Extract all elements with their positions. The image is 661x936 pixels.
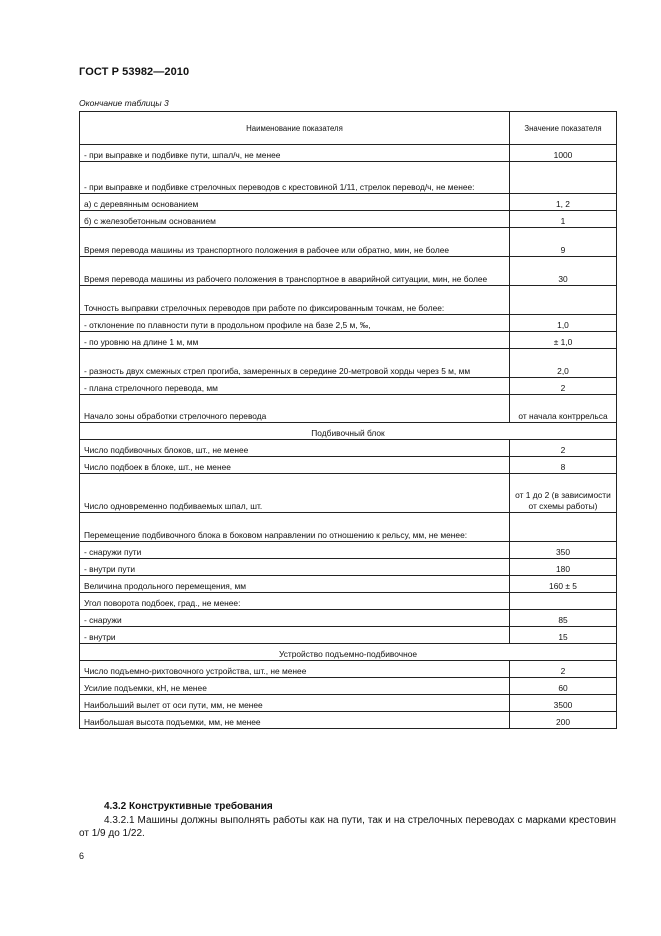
table-header-row xyxy=(80,112,617,145)
parameter-value: 60 xyxy=(510,678,617,695)
parameter-name: - плана стрелочного перевода, мм xyxy=(80,378,510,395)
parameter-value: 9 xyxy=(510,228,617,257)
parameter-name: Число подбоек в блоке, шт., не менее xyxy=(80,457,510,474)
section-title: Устройство подъемно-подбивочное xyxy=(80,644,617,661)
parameter-value: от начала контррельса xyxy=(510,395,617,423)
table-row xyxy=(80,661,617,678)
parameter-value: 1000 xyxy=(510,145,617,162)
parameter-value: 1,0 xyxy=(510,315,617,332)
table-row xyxy=(80,576,617,593)
parameter-name: - по уровню на длине 1 м, мм xyxy=(80,332,510,349)
parameter-name: - внутри пути xyxy=(80,559,510,576)
parameter-name: Время перевода машины из транспортного положения в рабочее или обратно, мин, не более xyxy=(80,228,510,257)
table-row xyxy=(80,627,617,644)
page-number: 6 xyxy=(79,851,85,861)
parameter-value: 2 xyxy=(510,661,617,678)
parameter-name: Число подбивочных блоков, шт., не менее xyxy=(80,440,510,457)
table-row xyxy=(80,162,617,194)
parameter-name: - снаружи пути xyxy=(80,542,510,559)
parameter-name: - внутри xyxy=(80,627,510,644)
table-section-row xyxy=(80,423,617,440)
parameter-value: 350 xyxy=(510,542,617,559)
parameter-value: 200 xyxy=(510,712,617,729)
table-row xyxy=(80,395,617,423)
table-row xyxy=(80,542,617,559)
table-row xyxy=(80,332,617,349)
parameter-name: а) с деревянным основанием xyxy=(80,194,510,211)
table-row xyxy=(80,211,617,228)
parameter-value: 30 xyxy=(510,257,617,286)
table-row xyxy=(80,145,617,162)
parameter-name: Точность выправки стрелочных переводов при работе по фиксированным точкам, не более: xyxy=(80,286,510,315)
parameter-value: 15 xyxy=(510,627,617,644)
table-row xyxy=(80,315,617,332)
parameter-name: Число одновременно подбиваемых шпал, шт. xyxy=(80,474,510,513)
parameter-name: Время перевода машины из рабочего положения в транспортное в аварийной ситуации, мин, не более xyxy=(80,257,510,286)
table-row xyxy=(80,257,617,286)
parameter-value: 1, 2 xyxy=(510,194,617,211)
parameter-value: 2,0 xyxy=(510,349,617,378)
parameter-value: 1 xyxy=(510,211,617,228)
table-row xyxy=(80,457,617,474)
section-heading: 4.3.2 Конструктивные требования xyxy=(104,801,273,812)
table-row xyxy=(80,228,617,257)
parameter-value: 2 xyxy=(510,440,617,457)
parameter-name: Наибольшая высота подъемки, мм, не менее xyxy=(80,712,510,729)
parameter-name: б) с железобетонным основанием xyxy=(80,211,510,228)
parameter-value: 2 xyxy=(510,378,617,395)
section-title: Подбивочный блок xyxy=(80,423,617,440)
table-row xyxy=(80,678,617,695)
parameter-name: - разность двух смежных стрел прогиба, замеренных в середине 20-метровой хорды через 5 м, мм xyxy=(80,349,510,378)
parameter-name: - снаружи xyxy=(80,610,510,627)
parameter-name: Величина продольного перемещения, мм xyxy=(80,576,510,593)
table-caption: Окончание таблицы 3 xyxy=(79,98,169,108)
table-row xyxy=(80,349,617,378)
parameters-table xyxy=(79,111,617,729)
table-row xyxy=(80,610,617,627)
table-row xyxy=(80,440,617,457)
document-code: ГОСТ Р 53982—2010 xyxy=(79,66,190,78)
table-row xyxy=(80,559,617,576)
column-header-name: Наименование показателя xyxy=(80,112,510,145)
parameter-name: Усилие подъемки, кН, не менее xyxy=(80,678,510,695)
parameter-value: 8 xyxy=(510,457,617,474)
parameter-name: Число подъемно-рихтовочного устройства, шт., не менее xyxy=(80,661,510,678)
parameter-name: Угол поворота подбоек, град., не менее: xyxy=(80,593,510,610)
table-row xyxy=(80,695,617,712)
parameter-value: 160 ± 5 xyxy=(510,576,617,593)
parameter-name: - при выправке и подбивке стрелочных переводов с крестовиной 1/11, стрелок перевод/ч, не менее: xyxy=(80,162,510,194)
table-section-row xyxy=(80,644,617,661)
table-row xyxy=(80,593,617,610)
parameter-name: Перемещение подбивочного блока в боковом направлении по отношению к рельсу, мм, не менее: xyxy=(80,513,510,542)
parameter-name: Наибольший вылет от оси пути, мм, не менее xyxy=(80,695,510,712)
parameter-value: 85 xyxy=(510,610,617,627)
parameter-value: 180 xyxy=(510,559,617,576)
column-header-value: Значение показателя xyxy=(510,112,617,145)
parameter-value: 3500 xyxy=(510,695,617,712)
parameter-value xyxy=(510,162,617,194)
paragraph-text: 4.3.2.1 Машины должны выполнять работы как на пути, так и на стрелочных переводах с марками крестовин от 1/9 до 1/22. xyxy=(79,815,616,839)
table-row xyxy=(80,712,617,729)
parameter-name: - при выправке и подбивке пути, шпал/ч, не менее xyxy=(80,145,510,162)
table-row xyxy=(80,513,617,542)
parameter-value xyxy=(510,593,617,610)
table-row xyxy=(80,194,617,211)
table-row xyxy=(80,474,617,513)
table-row xyxy=(80,286,617,315)
parameter-value: ± 1,0 xyxy=(510,332,617,349)
parameter-value xyxy=(510,286,617,315)
body-paragraph xyxy=(79,814,616,840)
parameter-value xyxy=(510,513,617,542)
parameter-name: - отклонение по плавности пути в продольном профиле на базе 2,5 м, ‰, xyxy=(80,315,510,332)
parameter-value: от 1 до 2 (в зависимости от схемы работы) xyxy=(510,474,617,513)
parameter-name: Начало зоны обработки стрелочного перевода xyxy=(80,395,510,423)
table-row xyxy=(80,378,617,395)
